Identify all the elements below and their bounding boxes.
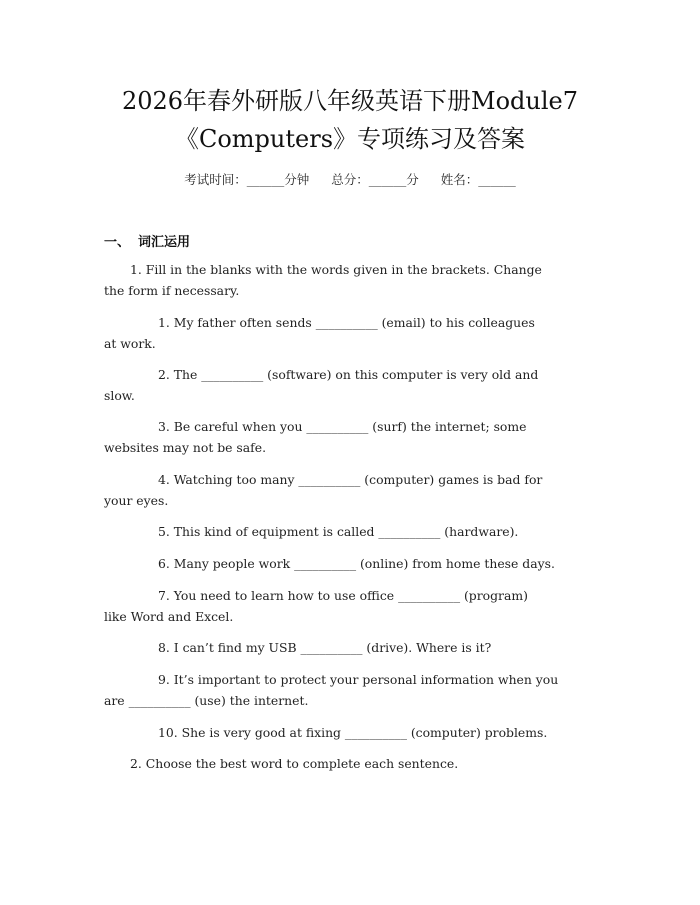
question-1-line-1: 1. Fill in the blanks with the words given in the brackets. Change [130,262,542,277]
exam-meta [60,170,640,188]
name-label: 姓名：______ [440,172,516,187]
item-6-line-1: 6. Many people work __________ (online) from home these days. [158,556,555,571]
item-8-line-1: 8. I can’t find my USB __________ (drive). Where is it? [158,640,492,655]
title-line-1: 2026年春外研版八年级英语下册Module7 [121,87,579,115]
item-10-line-1: 10. She is very good at fixing __________ (computer) problems. [158,725,548,740]
question-2-line-1: 2. Choose the best word to complete each sentence. [130,756,459,771]
item-1-line-1: 1. My father often sends __________ (email) to his colleagues [158,315,535,330]
item-9-line-2: are __________ (use) the internet. [104,693,309,708]
item-2-line-2: slow. [104,388,135,403]
item-7-line-2: like Word and Excel. [104,609,234,624]
item-4-line-2: your eyes. [104,493,169,508]
exam-time-label: 考试时间：______分钟 [184,172,310,187]
item-3-line-1: 3. Be careful when you __________ (surf) the internet; some [158,419,527,434]
section-number: 一、 [104,235,131,250]
item-9-line-1: 9. It’s important to protect your personal information when you [158,672,559,687]
section-title: 词汇运用 [138,235,191,250]
total-score-label: 总分：______分 [331,172,419,187]
item-4-line-1: 4. Watching too many __________ (computer) games is bad for [158,472,543,487]
section-heading [104,231,190,250]
item-2-line-1: 2. The __________ (software) on this computer is very old and [158,367,539,382]
title-line-2: 《Computers》专项练习及答案 [174,125,526,153]
question-1-line-2: the form if necessary. [104,283,240,298]
item-7-line-1: 7. You need to learn how to use office __________ (program) [158,588,528,603]
item-3-line-2: websites may not be safe. [104,440,267,455]
item-1-line-2: at work. [104,336,156,351]
item-5-line-1: 5. This kind of equipment is called __________ (hardware). [158,524,519,539]
